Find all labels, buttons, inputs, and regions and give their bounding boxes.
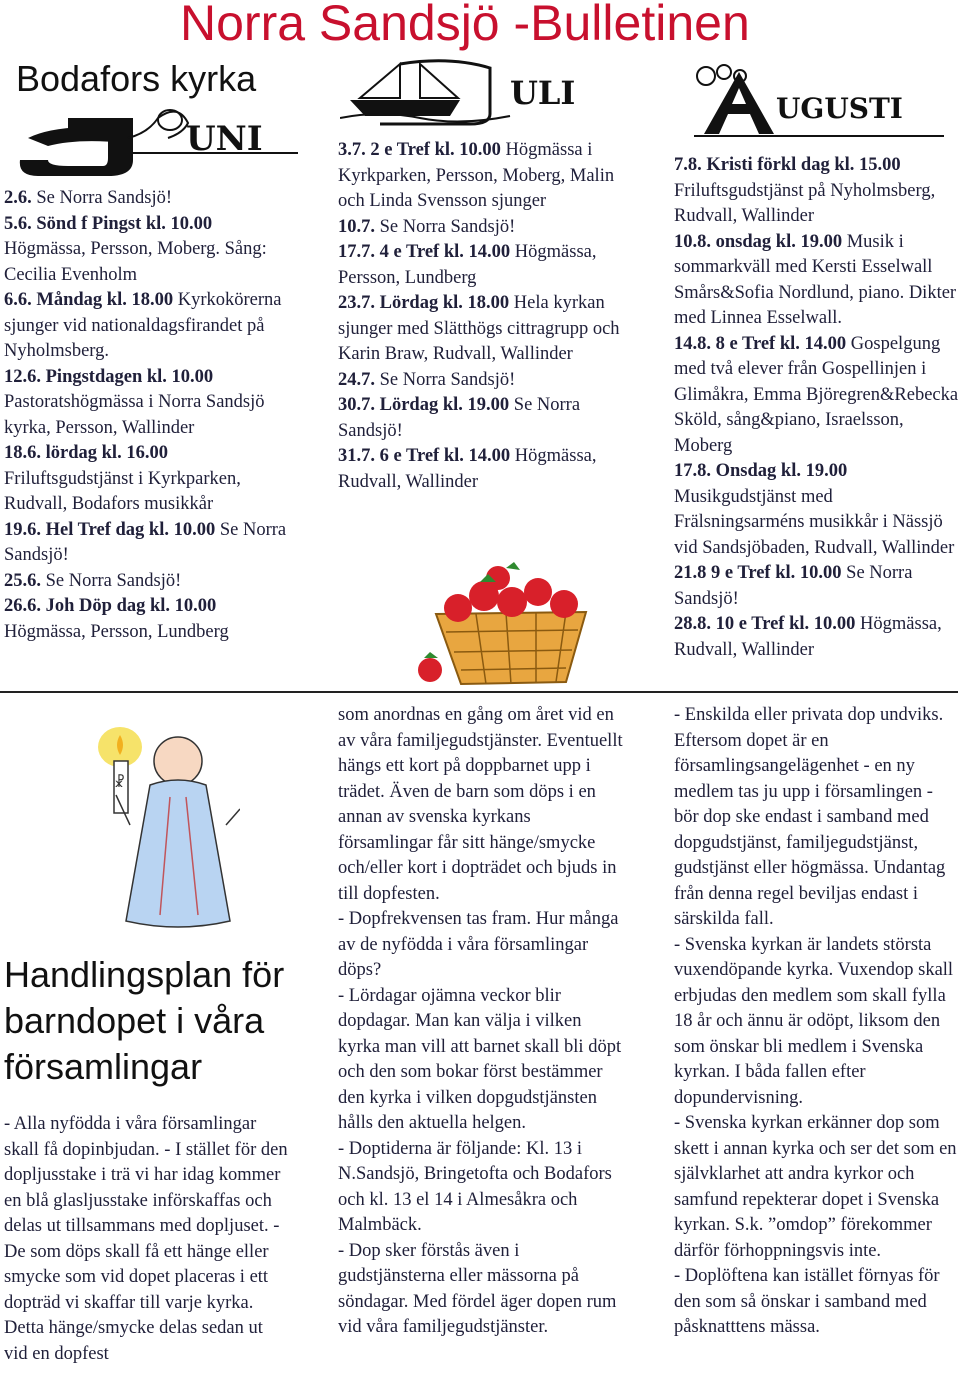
baptism-paragraph: - Enskilda eller privata dop undviks. Eftersom dopet är en församlingsangelägenhet - en ny medlem tas ju upp i församlingen - bör dop ske endast i samband med dopgudstjänst, familjegudstjänst, gudstjänst eller högmässa. Undantag från denna regel beviljas endast i särskilda fall. [674,705,946,929]
entry-date: 30.7. Lördag kl. 19.00 [338,395,510,415]
entry-date: 7.8. Kristi förkl dag kl. 15.00 [674,155,901,175]
entry-date: 10.7. [338,216,375,237]
entry-text: Se Norra Sandsjö! [338,395,581,441]
entry-text: Se Norra Sandsjö! [41,570,182,591]
entry-text: Se Norra Sandsjö! [31,188,173,208]
entry-date: 6.6. Måndag kl. 18.00 [4,290,174,310]
baptism-paragraph: som anordnas en gång om året vid en av våra familjegudstjänster. Eventuellt hängs ett kort på doppbarnet upp i trädet. Även de barn som döps i en annan av svenska kyrkans församlingar får sitt hänge/smycke och/eller kort i dopträdet och bjuds in till dopfesten. [338,705,623,904]
entry-text: Se Norra Sandsjö! [375,369,516,390]
juni-entry [4,441,294,518]
entry-date: 17.8. Onsdag kl. 19.00 [674,461,848,481]
church-name: Bodafors kyrka [16,58,257,99]
entry-text: Pastoratshögmässa i Norra Sandsjö kyrka, Persson, Wallinder [4,392,265,438]
svg-text:☧: ☧ [114,775,125,791]
juli-entry [338,393,633,444]
juli-logo [340,58,630,128]
baptism-paragraph: - Svenska kyrkan är landets största vuxendöpande kyrka. Vuxendop skall erbjudas den medlem som skall fylla 18 år och ännu är odöpt, liksom den som önskar bli medlem i Svenska kyrkan. I båda fallen efter dopundervisning. [674,934,954,1108]
entry-date: 28.8. 10 e Tref kl. 10.00 [674,614,856,634]
augusti-entry [674,459,959,561]
section-divider [0,691,958,693]
augusti-entry [674,153,959,230]
entry-text: Högmässa, Persson, Lundberg [338,242,597,288]
juli-entry [338,240,633,291]
entry-text: Se Norra Sandsjö! [375,216,516,237]
entry-date: 25.6. [4,570,41,591]
baptism-child-image [90,725,240,935]
entry-text: Musikgudstjänst med Frälsningsarméns musikkår i Nässjö vid Sandsjöbaden, Rudvall, Wallinder [674,486,955,558]
baptism-paragraph: - Alla nyfödda i våra församlingar skall få dopinbjudan. - I stället för den dopljusstake i trä vi har idag kommer en blå glasljusstake införskaffas och delas ut tillsammans med dopljuset. - De som döps skall få ett hänge eller smycke som vid dopet placeras i ett dopträd vi skaffar till varje kyrka. Detta hänge/smycke delas sedan ut vid en dopfest [4,1114,288,1364]
entry-text: Friluftsgudstjänst på Nyholmsberg, Rudvall, Wallinder [674,180,936,226]
juni-schedule [0,186,294,645]
juni-entry [4,594,294,645]
entry-text: Högmässa i Kyrkparken, Persson, Moberg, Malin och Linda Svensson sjunger [338,140,615,211]
entry-date: 18.6. lördag kl. 16.00 [4,443,168,463]
entry-date: 2.6. [4,188,32,208]
entry-text: Högmässa, Persson, Moberg. Sång: Cecilia Evenholm [4,239,267,285]
baptism-paragraph: - Doplöftena kan istället förnyas för den som så önskar i samband med påsknatttens mässa. [674,1266,940,1337]
entry-date: 17.7. 4 e Tref kl. 14.00 [338,242,511,262]
entry-date: 19.6. Hel Tref dag kl. 10.00 [4,519,216,540]
juni-logo [8,98,298,178]
juni-entry [4,212,294,289]
juni-entry [4,518,294,569]
juli-entry [338,215,633,241]
juni-entry [4,569,294,595]
augusti-entry [674,230,959,332]
entry-date: 5.6. Sönd f Pingst kl. 10.00 [4,213,213,234]
juli-logo-text: ULI [510,74,576,112]
entry-text: Högmässa, Rudvall, Wallinder [338,446,597,492]
entry-text: Gospelgung med två elever från Gospellinjen i Glimåkra, Emma Björegren&Rebecka Sköld, sång&piano, Israelsson, Moberg [674,333,959,456]
baptism-paragraph: - Svenska kyrkan erkänner dop som skett i annan kyrka och ser det som en självklarhet att andra kyrkor och samfund repekterar dopet i Svenska kyrkan. S.k. ”omdop” förekommer därför förhoppningsvis inte. [674,1113,957,1261]
juli-entry [338,138,633,215]
augusti-entry [674,561,959,612]
augusti-logo [684,62,954,142]
entry-text: Se Norra Sandsjö! [4,519,287,565]
strawberry-basket-image [406,562,606,692]
entry-date: 21.8 9 e Tref kl. 10.00 [674,563,842,583]
entry-date: 10.8. onsdag kl. 19.00 [674,231,843,252]
baptism-paragraph: - Doptiderna är följande: Kl. 13 i N.Sandsjö, Bringetofta och Bodafors och kl. 13 el 14 i Almesåkra och Malmbäck. [338,1138,612,1235]
entry-date: 14.8. 8 e Tref kl. 14.00 [674,333,847,354]
entry-text: Hela kyrkan sjunger med Slätthögs cittragrupp och Karin Braw, Rudvall, Wallinder [338,293,620,364]
juli-entry [338,444,633,495]
entry-text: Kyrkokörerna sjunger vid nationaldagsfirandet på Nyholmsberg. [4,290,282,361]
entry-date: 12.6. Pingstdagen kl. 10.00 [4,366,214,387]
juli-schedule [338,138,633,495]
juni-entry [4,186,294,212]
entry-date: 3.7. 2 e Tref kl. 10.00 [338,140,501,160]
entry-text: Högmässa, Persson, Lundberg [4,621,229,642]
baptism-paragraph: - Lördagar ojämna veckor blir dopdagar. Man kan välja i vilken kyrka man vill att barnet skall bli döpt och den som bokar först bestämmer den kyrka i vilken dopgudstjänsten hålls den aktuella helgen. [338,985,622,1133]
juni-logo-text: UNI [186,119,263,159]
page-title: Norra Sandsjö -Bulletinen [180,0,750,51]
entry-date: 26.6. Joh Döp dag kl. 10.00 [4,596,217,616]
augusti-schedule [674,153,959,663]
entry-date: 24.7. [338,369,375,390]
baptism-heading: Handlingsplan för barndopet i våra församlingar [4,954,285,1087]
augusti-entry [674,332,959,460]
entry-date: 31.7. 6 e Tref kl. 14.00 [338,446,511,466]
baptism-text-col2 [338,703,628,1341]
baptism-paragraph: - Dop sker förstås även i gudstjänsterna eller mässorna på söndagar. Med fördel äger dopen rum vid våra familjegudstjänster. [338,1240,617,1337]
entry-date: 23.7. Lördag kl. 18.00 [338,293,510,313]
entry-text: Högmässa, Rudvall, Wallinder [674,614,942,660]
baptism-paragraph: - Dopfrekvensen tas fram. Hur många av de nyfödda i våra församlingar döps? [338,909,619,980]
augusti-entry [674,612,959,663]
baptism-text-col3 [674,703,959,1341]
entry-text: Se Norra Sandsjö! [674,563,913,609]
juni-entry [4,365,294,442]
juli-entry [338,368,633,394]
augusti-logo-text: UGUSTI [776,92,903,125]
entry-text: Musik i sommarkväll med Kersti Esselwall Smårs&Sofia Nordlund, piano. Dikter med Linnea Esselwall. [674,231,957,328]
juni-entry [4,288,294,365]
juli-entry [338,291,633,368]
entry-text: Friluftsgudstjänst i Kyrkparken, Rudvall, Bodafors musikkår [4,468,241,514]
baptism-text-col1 [4,1112,289,1367]
